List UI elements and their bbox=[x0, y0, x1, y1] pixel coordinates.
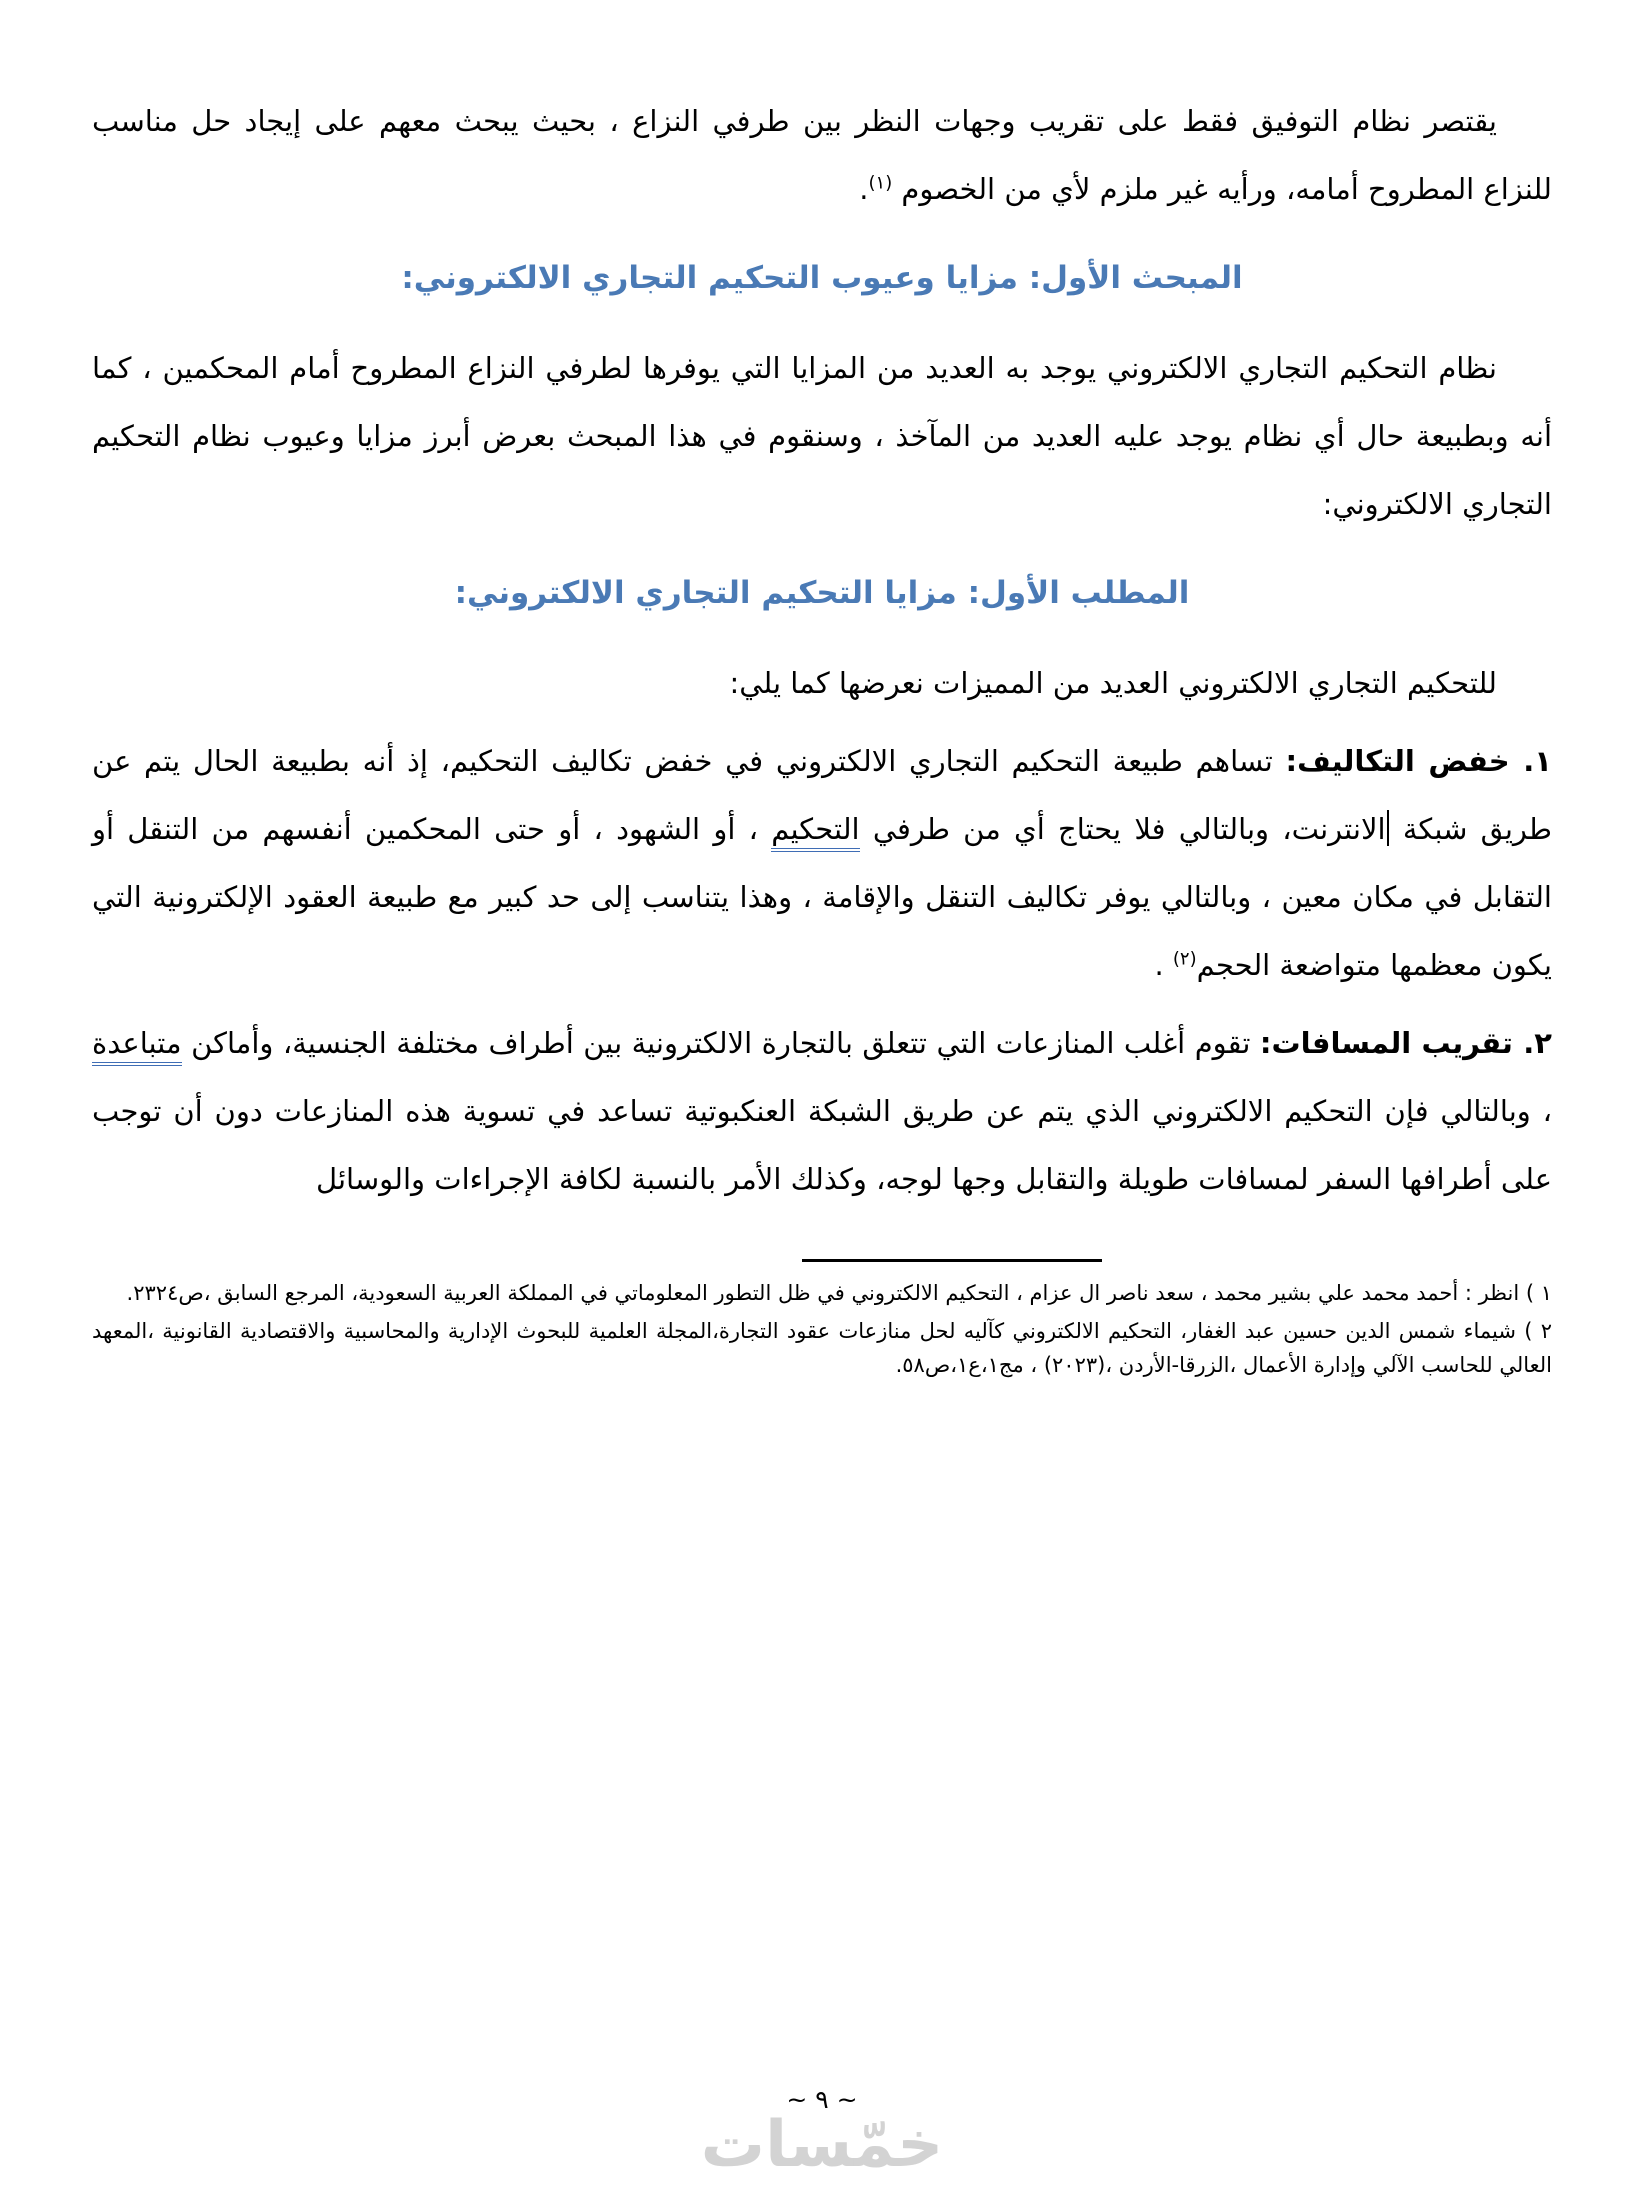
intro-paragraph-period: . bbox=[859, 171, 869, 206]
section-heading-mabhath-1: المبحث الأول: مزايا وعيوب التحكيم التجاري الالكتروني: bbox=[401, 259, 1243, 296]
text-cursor-mark bbox=[1387, 810, 1389, 846]
item1-period: . bbox=[1154, 947, 1173, 982]
intro-paragraph bbox=[92, 88, 1552, 224]
item1-text-c: ، أو الشهود ، أو حتى المحكمين أنفسهم من التنقل أو التقابل في مكان معين ، وبالتالي يوفر تكاليف التنقل والإقامة ، وهذا يتناسب إلى حد كبير مع طبيعة العقود الإلكترونية التي يكون معظمها متواضعة الحجم bbox=[92, 812, 1552, 982]
item2-grammar-underlined-word: متباعدة bbox=[92, 1026, 182, 1066]
item1-text-b: الانترنت، وبالتالي فلا يحتاج أي من طرفي bbox=[859, 812, 1386, 847]
item2-text-b: ، وبالتالي فإن التحكيم الالكتروني الذي يتم عن طريق الشبكة العنكبوتية تساعد في تسوية هذه المنازعات دون أن توجب على أطرافها السفر لمسافات طويلة والتقابل وجها لوجه، وكذلك الأمر بالنسبة لكافة الإجراءات والوسائل bbox=[92, 1093, 1552, 1196]
intro-paragraph-text: يقتصر نظام التوفيق فقط على تقريب وجهات النظر بين طرفي النزاع ، بحيث يبحث معهم على إيجاد حل مناسب للنزاع المطروح أمامه، ورأيه غير ملزم لأي من الخصوم bbox=[92, 104, 1552, 206]
item2-text-a: تقوم أغلب المنازعات التي تتعلق بالتجارة الالكترونية بين أطراف مختلفة الجنسية، وأماكن bbox=[181, 1025, 1260, 1060]
item2-number: ٢. bbox=[1512, 1025, 1552, 1060]
footnote-1: ١ ) انظر : أحمد محمد علي بشير محمد ، سعد ناصر ال عزام ، التحكيم الالكتروني في ظل التطور المعلوماتي في المملكة العربية السعودية، المرجع السابق ،ص٢٣٢٤. bbox=[126, 1281, 1552, 1306]
footnote-2: ٢ ) شيماء شمس الدين حسين عبد الغفار، التحكيم الالكتروني كآليه لحل منازعات عقود التجارة،المجلة العلمية للبحوث الإدارية والمحاسبية والاقتصادية القانونية ،المعهد العالي للحاسب الآلي وإدارة الأعمال ،الزرقا-الأردن ،(٢٠٢٣) ، مج١،ع١،ص٥٨. bbox=[92, 1319, 1552, 1378]
item1-text-a: تساهم طبيعة التحكيم التجاري الالكتروني في خفض تكاليف التحكيم، إذ أنه بطبيعة الحال يتم عن طريق شبكة bbox=[92, 744, 1553, 847]
advantage-item-2 bbox=[92, 1010, 1552, 1214]
item1-number: ١. bbox=[1509, 744, 1552, 779]
footnotes-section bbox=[0, 1259, 1644, 1382]
footnote-ref-2: (٢) bbox=[1172, 948, 1197, 970]
advantage-item-1 bbox=[92, 728, 1552, 999]
item1-lead-label: خفض التكاليف: bbox=[1285, 744, 1510, 779]
footnote-separator-line bbox=[802, 1259, 1102, 1262]
footnote-ref-1: (١) bbox=[868, 172, 893, 194]
item1-grammar-underlined-word: التحكيم bbox=[771, 812, 859, 852]
item2-lead-label: تقريب المسافات: bbox=[1259, 1025, 1513, 1060]
page-number: ~ ٩ ~ bbox=[786, 2085, 858, 2114]
mabhath-paragraph: نظام التحكيم التجاري الالكتروني يوجد به العديد من المزايا التي يوفرها لطرفي النزاع المطروح أمام المحكمين ، كما أنه وبطبيعة حال أي نظام يوجد عليه العديد من المآخذ ، وسنقوم في هذا المبحث بعرض أبرز مزايا وعيوب نظام التحكيم التجاري الالكتروني: bbox=[92, 351, 1552, 522]
advantages-intro-paragraph: للتحكيم التجاري الالكتروني العديد من المميزات نعرضها كما يلي: bbox=[729, 666, 1497, 701]
khamsat-watermark: خمّسات bbox=[700, 2108, 944, 2182]
section-heading-matlab-1: المطلب الأول: مزايا التحكيم التجاري الالكتروني: bbox=[454, 574, 1190, 611]
